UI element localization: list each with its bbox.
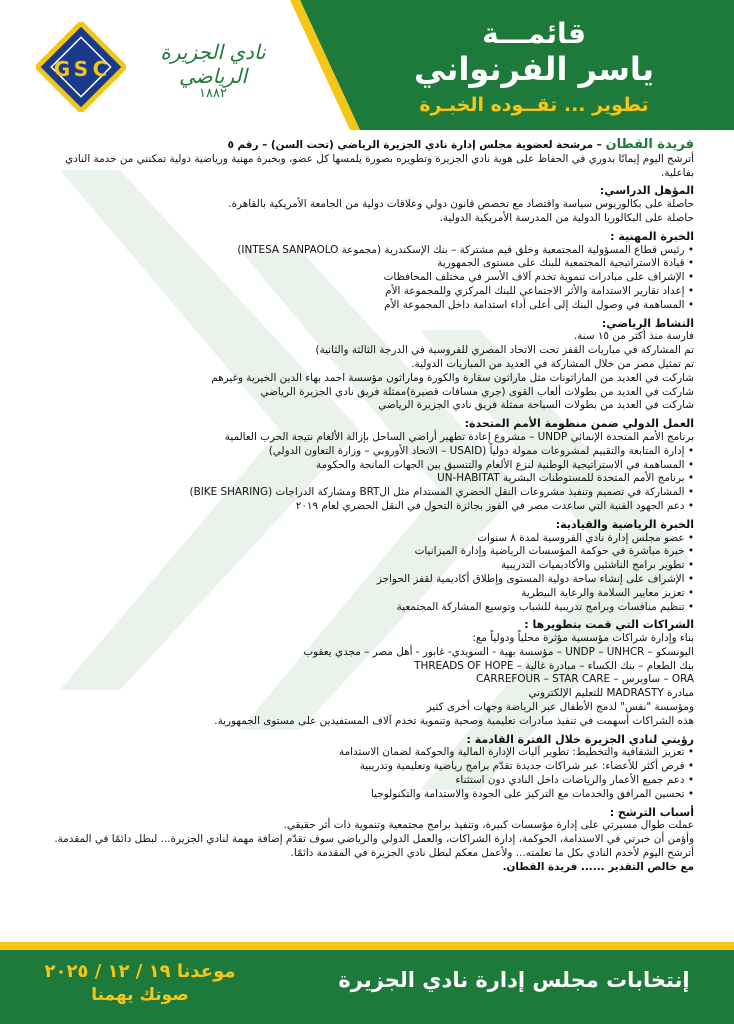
section-title: الخبرة المهنية : <box>610 229 694 243</box>
logo-letter-c: C <box>92 57 108 81</box>
section-1 <box>40 230 694 313</box>
section-title: المؤهل الدراسي: <box>599 184 694 198</box>
section-line: تم المشاركة في مباريات القفز تحت الاتحاد المصري للفروسية في الدرجة الثالثة والثانية) <box>315 344 694 357</box>
section-line: • الإشراف على مبادرات تنموية تخدم آلاف الأسر في مختلف المحافظات <box>40 271 694 285</box>
section-0 <box>40 184 694 225</box>
section-line: • دعم جميع الأعمار والرياضات داخل النادي دون استثناء <box>40 774 694 788</box>
section-line: مبادرة MADRASTY للتعليم الإلكتروني <box>528 687 694 700</box>
section-line: شاركت في العديد من بطولات السباحة ممثلة فريق نادي الجزيرة الرياضي <box>378 399 694 412</box>
club-logo-icon <box>36 22 126 112</box>
section-title: الشراكات التي قمت بتطويرها : <box>524 618 694 632</box>
candidacy-line: – مرشحة لعضوية مجلس إدارة نادي الجزيرة الرياضي (تحت السن) – رقم ٥ <box>227 139 602 151</box>
section-line: • خبرة مباشرة في حوكمة المؤسسات الرياضية وإدارة الميزانيات <box>40 545 694 559</box>
section-title: الخبرة الرياضية والقيادية: <box>555 517 694 531</box>
section-4 <box>40 518 694 615</box>
section-line: بناء وإدارة شراكات مؤسسية مؤثرة محلياً ودولياً مع: <box>472 632 694 645</box>
sections-container <box>40 184 694 860</box>
section-line: شاركت في العديد من بطولات ألعاب القوى (جري مسافات قصيرة)ممثلة فريق نادي الجزيرة الرياضي <box>260 385 694 398</box>
section-line: • إدارة المتابعة والتقييم لمشروعات ممولة دولياً (USAID – الاتحاد الأوروبي – وزارة التعاون الدولي) <box>268 444 694 457</box>
section-line: • المساهمة في الاستراتيجية الوطنية لنزع الألغام والتنسيق بين الجهات المانحة والحكومة <box>316 458 694 471</box>
logo-letter-g: G <box>53 57 71 81</box>
section-2 <box>40 317 694 414</box>
section-line: • الإشراف على إنشاء ساحة دولية المستوى وإطلاق أكاديمية لقفز الحواجز <box>40 573 694 587</box>
section-line: تم تمثيل مصر من خلال المشاركة في العديد من المباريات الدولية. <box>411 357 694 370</box>
section-line: • برنامج الأمم المتحدة للمستوطنات البشرية UN-HABITAT <box>437 472 694 485</box>
section-title: أسباب الترشح : <box>609 805 694 819</box>
candidate-name: فريدة القطان <box>605 137 694 152</box>
closing-signature: مع خالص التقدير ...... فريدة القطان. <box>502 860 694 873</box>
section-line: • إعداد تقارير الاستدامة والأثر الاجتماعي للبنك المركزي وللمجموعة الأم <box>40 285 694 299</box>
election-date: موعدنا ١٩ / ١٢ / ٢٠٢٥ <box>44 961 236 982</box>
candidate-statement <box>40 138 694 875</box>
section-line: • تعزيز الشفافية والتخطيط: تطوير آليات الإدارة المالية والحوكمة لضمان الاستدامة <box>40 746 694 760</box>
section-line: • تحسين المرافق والخدمات مع التركيز على الجودة والاستدامة والتكنولوجيا <box>40 788 694 802</box>
footer-gold-strip <box>0 942 734 950</box>
section-line: • تنظيم منافسات وبرامج تدريبية للشباب وتوسيع المشاركة المجتمعية <box>40 601 694 615</box>
section-line: • قيادة الاستراتيجية المجتمعية للبنك على مستوى الجمهورية <box>40 257 694 271</box>
section-line: وأؤمن أن خبرتي في الاستدامة، الحوكمة، إدارة الشراكات، والعمل الدولي والرياضي سوف تقدّم إضافة مهمة لنادي الجزيرة... لبطل دائمًا في المقدمة. <box>54 833 694 846</box>
section-line: هذه الشراكات أسهمت في تنفيذ مبادرات تعليمية وصحية وتنموية تخدم آلاف المستفيدين على مستوى الجمهورية. <box>214 714 694 727</box>
section-line: أترشح اليوم لأخدم النادي بكل ما تعلمته... ولأعمل معكم لبطل نادي الجزيرة في المقدمة دائمًا. <box>290 847 694 860</box>
section-line: • دعم الجهود الفنية التي ساعدت مصر في الفوز بجائزة التحول في النقل الحضري لعام ٢٠١٩ <box>295 499 694 512</box>
section-5 <box>40 618 694 728</box>
section-3 <box>40 417 694 514</box>
section-6 <box>40 733 694 802</box>
section-line: اليونسكو – UNDP – UNHCR – مؤسسة بهية - السويدي- غابور - أهل مصر – مجدي يعقوب <box>303 645 694 658</box>
section-line: • تعزيز معايير السلامة والرعاية البيطرية <box>40 587 694 601</box>
election-date-block <box>40 960 240 1006</box>
section-line: بنك الطعام – بنك الكساء – مبادرة غالية – THREADS OF HOPE <box>414 659 694 672</box>
intro-statement: أترشح اليوم إيمانًا بدوري في الحفاظ على هوية نادي الجزيرة وتطويره بصورة يلمسها كل عضو، وبخبرة مهنية ورياضية دولية تمكنني من خدمة النادي بفاعلية. <box>65 152 694 179</box>
section-line: • تطوير برامج الناشئين والأكاديميات التدريبية <box>40 559 694 573</box>
section-line: ومؤسسة "نفس" لدمج الأطفال عبر الرياضة وجهات أخرى كثير <box>426 701 694 714</box>
section-line: فارسة منذ أكثر من ١٥ سنة. <box>573 330 694 343</box>
campaign-slogan: تطوير ... تقــوده الخبـرة <box>419 94 649 116</box>
section-title: النشاط الرياضي: <box>601 316 694 330</box>
campaign-title-block <box>404 18 664 118</box>
club-logo-block <box>36 20 306 120</box>
section-line: • عضو مجلس إدارة نادي الفروسية لمدة ٨ سنوات <box>40 532 694 546</box>
section-7 <box>40 806 694 861</box>
election-title: إنتخابات مجلس إدارة نادي الجزيرة <box>338 968 690 992</box>
section-line: برنامج الأمم المتحدة الإنمائي UNDP – مشروع إعادة تطهير أراضي الساحل بإزالة الألغام نتيجة الحرب العالمية <box>224 430 694 443</box>
intro-line <box>40 138 694 153</box>
list-word: قائمـــة <box>482 17 586 50</box>
vote-slogan: صوتك يهمنا <box>91 985 189 1005</box>
logo-letter-s: S <box>73 57 89 81</box>
section-line: • المشاركة في تصميم وتنفيذ مشروعات النقل الحضري المستدام مثل الBRT ومشاركة الدراجات (BIKE SHARING) <box>189 486 694 499</box>
section-line: ORA – ساويرس – CARREFOUR – STAR CARE <box>476 673 694 686</box>
section-title: رؤيتي لنادي الجزيرة خلال الفترة القادمة : <box>466 732 694 746</box>
list-leader-name: ياسر الفرنواني <box>414 50 654 88</box>
section-line: حاصلة على بكالوريوس سياسة واقتصاد مع تخصص قانون دولي وعلاقات دولية من الجامعة الأمريكية بالقاهرة. <box>228 198 694 211</box>
section-line: عملت طوال مسيرتي على إدارة مؤسسات كبيرة، وتنفيذ برامج مجتمعية وتنموية ذات أثر حقيقي. <box>283 819 694 832</box>
club-founding-year: ١٨٨٢ <box>199 86 227 101</box>
section-line: شاركت في العديد من الماراثونات مثل ماراثون سقارة والكورة وماراثون مؤسسة احمد بهاء الدين الخيرية وغيرهم <box>211 371 694 384</box>
section-line: • رئيس قطاع المسؤولية المجتمعية وخلق قيم مشتركة – بنك الإسكندرية (مجموعة INTESA SANPAOLO) <box>40 244 694 258</box>
section-line: • المساهمة في وصول البنك إلى أعلى أداء استدامة داخل المجموعة الأم <box>40 299 694 313</box>
section-line: • فرص أكثر للأعضاء: عبر شراكات جديدة تقدّم برامج رياضية وتعليمية وتدريبية <box>40 760 694 774</box>
section-title: العمل الدولي ضمن منظومة الأمم المتحدة: <box>464 417 694 431</box>
club-name: نادي الجزيرة الرياضي <box>160 40 266 88</box>
section-line: حاصلة على البكالوريا الدولية من المدرسة الأمريكية الدولية. <box>439 211 694 224</box>
